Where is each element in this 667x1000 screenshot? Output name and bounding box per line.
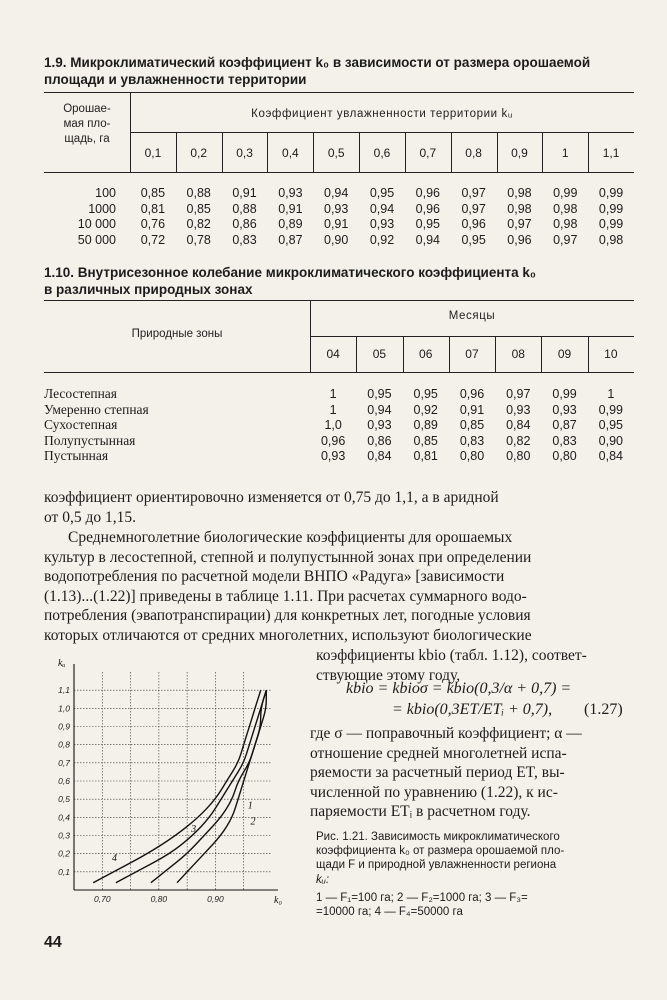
table19-cell: 0,97	[461, 201, 486, 216]
formula-number: (1.27)	[584, 701, 623, 718]
table19-header-bottom-rule	[44, 172, 634, 173]
table19-cell: 0,95	[415, 217, 440, 231]
formula-line-2: = kbio(0,3ET/ETᵢ + 0,7),	[392, 701, 553, 718]
table110-cell: 0,84	[367, 449, 392, 463]
table19-column-divider	[405, 132, 406, 172]
text-line: водопотребления по расчетной модели ВНПО «Радуга» [зависимости	[44, 568, 505, 586]
table19-cell: 0,99	[553, 186, 578, 200]
table19-cell: 0,92	[369, 232, 395, 247]
table110-cell: 0,90	[598, 433, 624, 448]
table110-cell: 0,96	[320, 433, 346, 448]
table110-cell: 0,80	[552, 449, 577, 463]
chart-series-label-3: 3	[191, 823, 197, 835]
table19-cell: 0,76	[140, 217, 166, 231]
table110-top-rule	[44, 300, 634, 301]
table110-cell: 1	[607, 387, 615, 401]
chart-y-tick-label: 0,4	[58, 812, 70, 823]
text-line: отношение средней многолетней испа-	[310, 744, 567, 762]
table110-cell: 1	[329, 387, 337, 401]
table110-cell: 0,96	[459, 387, 485, 401]
table19-column-divider	[451, 132, 452, 172]
table110-group-header: Месяцы	[448, 310, 496, 322]
table19-cell: 0,94	[415, 232, 440, 247]
table19-cell: 0,91	[278, 201, 303, 216]
text-line: численной по уравнению (1.22), к ис-	[310, 783, 558, 801]
text-line: коэффициент ориентировочно изменяется от 0,75 до 1,1, а в аридной	[44, 489, 499, 506]
table19-cell: 0,96	[415, 186, 440, 200]
table19-cell: 0,93	[324, 201, 349, 216]
text-line: где σ — поправочный коэффициент; α —	[310, 725, 582, 742]
chart-y-tick-label: 0,3	[58, 830, 70, 841]
table19-cell: 0,91	[324, 217, 349, 231]
chart-x-tick-label: 0,70	[94, 894, 111, 904]
table19-column-header: 0,5	[327, 146, 345, 160]
text-line: которых отличаются от средних многолетних, используют биологические	[44, 626, 532, 644]
table110-title-line: в различных природных зонах	[44, 282, 253, 297]
chart-y-tick-label: 1,0	[58, 703, 70, 714]
figure-caption	[316, 830, 634, 919]
table19-group-rule	[130, 132, 634, 133]
table110-row-label: Сухостепная	[44, 417, 118, 432]
table19-cell: 0,98	[507, 201, 532, 216]
table19-row-label: 10 000	[77, 217, 116, 231]
table110-cell: 0,86	[367, 433, 392, 448]
chart-y-tick-label: 0,6	[58, 776, 70, 786]
table19-cell: 0,97	[553, 232, 578, 247]
table19-column-header: 0,9	[511, 146, 528, 160]
table110-column-divider	[588, 336, 589, 372]
paragraph-1	[44, 488, 634, 527]
table110-cell: 0,95	[367, 387, 392, 401]
table110-cell: 0,85	[459, 418, 485, 432]
text-line: (1.13)...(1.22)] приведены в таблице 1.11. При расчетах суммарного водо-	[44, 587, 527, 605]
table110-cell: 0,83	[552, 433, 577, 448]
table19-row-label: 1000	[88, 201, 116, 216]
table110-column-header: 05	[372, 347, 387, 361]
table19-column-header: 0,3	[236, 146, 253, 160]
table19-cell: 0,91	[232, 186, 257, 200]
table110-cell: 1,0	[324, 418, 342, 432]
chart-y-tick-label: 0,8	[58, 739, 70, 750]
table19-column-divider	[497, 132, 498, 172]
table19-column-header: 0,2	[190, 146, 208, 160]
table110-cell: 0,95	[598, 418, 624, 432]
table110-title-line: 1.10. Внутрисезонное колебание микроклиматического коэффициента k₀	[44, 265, 536, 280]
table110-cell: 0,84	[506, 418, 531, 432]
table19-column-divider	[359, 132, 360, 172]
table19-cell: 0,86	[232, 217, 257, 231]
table110-cell: 0,93	[367, 418, 392, 432]
table19-cell: 0,99	[598, 217, 624, 231]
chart-series-label-1: 1	[247, 800, 253, 812]
table19-cell: 0,95	[369, 186, 395, 200]
caption-line: щади F и природной увлажненности региона	[316, 859, 557, 872]
table19-cell: 0,87	[278, 232, 303, 247]
table110-column-divider	[403, 336, 404, 372]
table110-cell: 0,97	[506, 387, 531, 401]
chart-series-label-4: 4	[111, 852, 117, 864]
table110-cell: 0,85	[413, 433, 438, 448]
table110-column-header: 04	[326, 347, 340, 361]
chart-y-tick-label: 1,1	[58, 685, 70, 696]
chart-y-tick-label: 0,9	[58, 721, 70, 732]
table110-cell: 0,93	[320, 449, 346, 463]
table19-cell: 0,78	[186, 232, 211, 247]
table110-column-divider	[356, 336, 357, 372]
table110-cell: 0,99	[598, 402, 624, 417]
text-line: паряемости ETᵢ в расчетном году.	[310, 803, 531, 821]
table110-cell: 0,82	[506, 433, 531, 448]
chart-y-tick-label: 0,7	[58, 757, 70, 768]
formula-line-1: kbio = kbioσ = kbio(0,3/α + 0,7) =	[346, 680, 572, 697]
chart-series-label-2: 2	[250, 816, 256, 828]
table19-cell: 0,96	[507, 232, 532, 247]
chart-svg	[44, 652, 284, 924]
chart-y-tick-label: 0,2	[58, 848, 70, 859]
table110-cell: 0,80	[506, 449, 531, 463]
table110-column-header: 06	[419, 347, 433, 361]
table110-group-rule	[310, 336, 634, 337]
table19-cell: 0,97	[507, 217, 532, 231]
chart-y-tick-label: 0,1	[58, 866, 70, 877]
table19-column-header: 0,6	[373, 146, 391, 160]
page-number: 44	[44, 934, 62, 951]
table110-cell: 1	[329, 402, 337, 417]
text-line: культур в лесостепной, степной и полупустынной зонах при определении	[44, 548, 532, 566]
table110-cell: 0,95	[413, 387, 438, 401]
table19-column-divider	[267, 132, 268, 172]
text-line: ряемости за расчетный период ET, вы-	[310, 764, 565, 782]
table19-column-header: 0,4	[282, 146, 299, 160]
table110-cell: 0,84	[598, 449, 624, 463]
table19-cell: 0,96	[415, 201, 440, 216]
table19-title: 1.9. Микроклиматический коэффициент k₀ в зависимости от размера орошаемой площади и увлажненности территории	[44, 55, 591, 87]
table19-cell: 0,83	[232, 232, 257, 247]
table19-row-label: 100	[95, 186, 116, 200]
table19-cell: 0,98	[553, 217, 578, 231]
table110-column-header: 07	[465, 347, 479, 361]
table110-row-label: Умеренно степная	[44, 401, 149, 417]
table110-header-bottom-rule	[44, 372, 634, 373]
table19-cell: 0,93	[369, 217, 395, 231]
table19-cell: 0,98	[507, 186, 532, 200]
table110-cell: 0,91	[459, 402, 485, 417]
table19-cell: 0,98	[598, 232, 624, 247]
chart-x-axis-label: k₀	[274, 895, 282, 906]
table19-stub-divider	[130, 92, 131, 172]
paragraph-3	[310, 724, 634, 822]
table110-column-divider	[495, 336, 496, 372]
table110-cell: 0,93	[552, 402, 577, 417]
table19-cell: 0,85	[186, 201, 211, 216]
caption-legend-line: 1 — F₁=100 га; 2 — F₂=1000 га; 3 — F₃=	[316, 891, 528, 904]
caption-legend-line: =10000 га; 4 — F₄=50000 га	[316, 906, 463, 919]
table19-column-header: 0,7	[419, 146, 437, 160]
table110-cell: 0,83	[459, 433, 485, 448]
table110-zone-header: Природные зоны	[131, 328, 223, 340]
table19-cell: 0,88	[232, 201, 257, 216]
table19-cell: 0,99	[598, 186, 624, 200]
table19-cell: 0,94	[369, 201, 395, 216]
table19-cell: 0,90	[324, 232, 349, 247]
chart-x-tick-label: 0,90	[207, 894, 224, 904]
table19-column-header: 0,1	[144, 146, 162, 160]
table19-column-divider	[222, 132, 223, 172]
row-header-line: Орошае-	[63, 103, 111, 115]
text-line: потребления (эвапотранспирации) для конкретных лет, погодные условия	[44, 607, 531, 625]
table110-row-label: Пустынная	[44, 448, 109, 463]
table110-cell: 0,92	[413, 402, 438, 417]
table19-cell: 0,94	[324, 186, 349, 200]
paragraph-2	[44, 528, 634, 646]
table110-cell: 0,99	[552, 387, 577, 401]
table19-cell: 0,96	[461, 217, 486, 231]
table110-column-divider	[541, 336, 542, 372]
table19-top-rule	[44, 92, 634, 93]
table19-column-divider	[176, 132, 177, 172]
table19-cell: 0,95	[461, 232, 486, 247]
chart-y-axis-label: kᵤ	[58, 658, 66, 669]
text-line: Среднемноголетние биологические коэффициенты для орошаемых	[68, 529, 513, 546]
table19-cell: 0,98	[553, 201, 578, 216]
table19-column-header: 1	[561, 146, 569, 160]
table110-title	[44, 264, 634, 298]
table19-group-header: Коэффициент увлажненности территории kᵤ	[251, 108, 513, 120]
table19-cell: 0,89	[278, 217, 303, 231]
caption-line: коэффициента k₀ от размера орошаемой пло-	[316, 845, 565, 858]
table110-cell: 0,87	[552, 418, 577, 432]
table110-column-header: 10	[604, 347, 618, 361]
table110-cell: 0,94	[367, 402, 392, 417]
table110-row-label: Лесостепная	[44, 386, 118, 401]
table19-cell: 0,93	[278, 186, 303, 200]
table19-row-label: 50 000	[77, 232, 116, 247]
table19-cell: 0,85	[140, 186, 166, 200]
table19-column-divider	[542, 132, 543, 172]
chart-x-tick-label: 0,80	[150, 894, 168, 904]
table19-column-divider	[313, 132, 314, 172]
table110-cell: 0,80	[459, 449, 485, 463]
caption-line: Рис. 1.21. Зависимость микроклиматического	[316, 831, 560, 843]
table19-cell: 0,82	[186, 217, 211, 231]
table19-cell: 0,99	[598, 201, 624, 216]
table110-column-divider	[449, 336, 450, 372]
table110-column-header: 08	[511, 347, 525, 361]
table19-cell: 0,81	[140, 201, 166, 216]
table19-cell: 0,97	[461, 186, 486, 200]
table19-cell: 0,72	[140, 232, 166, 247]
text-line: ствующие этому году,	[316, 666, 461, 684]
text-line: от 0,5 до 1,15.	[44, 508, 136, 526]
chart-y-tick-label: 0,5	[58, 794, 70, 805]
table19-row-header	[44, 102, 130, 147]
table110-cell: 0,81	[413, 449, 438, 463]
table110-column-header: 09	[557, 347, 572, 361]
text-line: коэффициенты kbio (табл. 1.12), соответ-	[316, 647, 587, 664]
table110-cell: 0,89	[413, 418, 438, 432]
row-header-line: щадь, га	[64, 133, 110, 145]
caption-line: kᵤ:	[316, 873, 330, 886]
table19-cell: 0,88	[186, 186, 211, 200]
table110-row-label: Полупустынная	[44, 432, 136, 448]
table19-column-divider	[588, 132, 589, 172]
table19-column-header: 0,8	[465, 146, 482, 160]
table110-cell: 0,93	[506, 402, 531, 417]
row-header-line: мая пло-	[63, 118, 111, 130]
table19-column-header: 1,1	[602, 146, 620, 160]
figure-1-21	[44, 652, 284, 924]
